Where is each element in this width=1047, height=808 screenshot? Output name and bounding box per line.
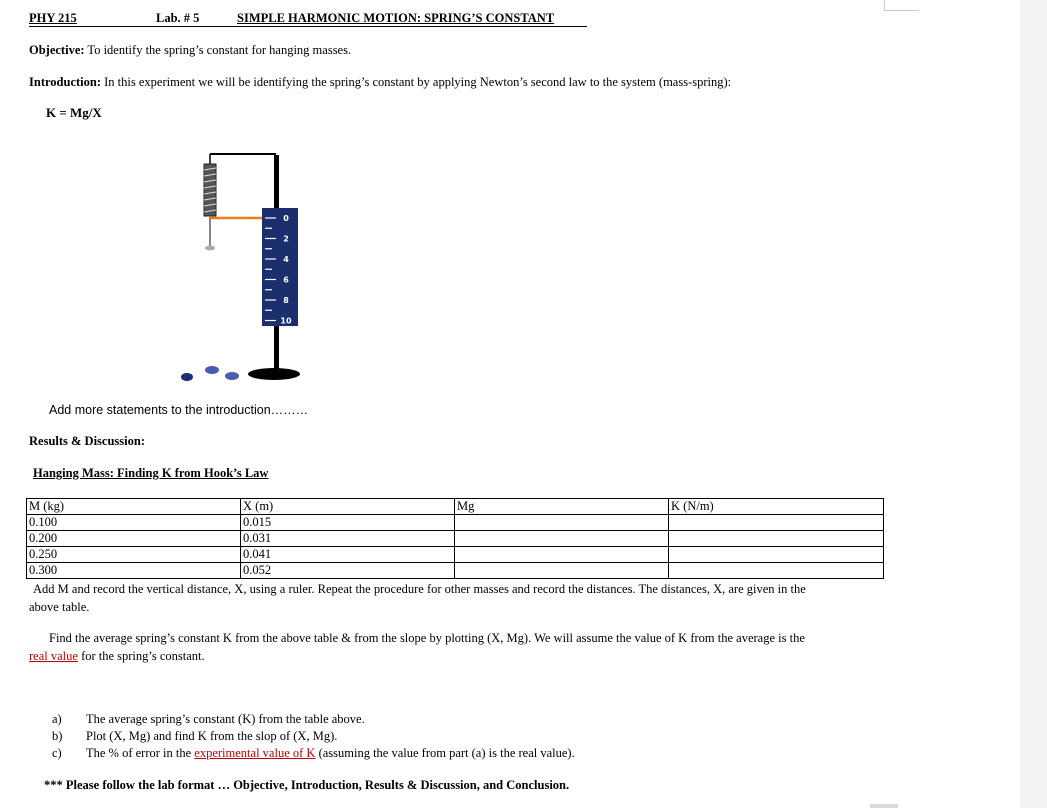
weight-disc xyxy=(181,373,193,381)
average-paragraph-line: Find the average spring’s constant K from the above table & from the slope by plotting (X, Mg). We will assume the value of K from the average is the xyxy=(49,631,805,645)
task-text-rest: (assuming the value from part (a) is the real value). xyxy=(315,746,575,760)
vertical-scrollbar[interactable] xyxy=(1020,0,1047,808)
introduction-paragraph xyxy=(29,75,731,90)
column-header: K (N/m) xyxy=(669,499,884,515)
task-text: Plot (X, Mg) and find K from the slop of (X, Mg). xyxy=(86,729,338,743)
table-cell: 0.250 xyxy=(27,547,241,563)
header-underline xyxy=(29,26,587,27)
page-bottom-marker xyxy=(870,804,898,808)
table-row xyxy=(27,563,884,579)
ruler-tick-label: 0 xyxy=(283,214,289,223)
table-cell: 0.041 xyxy=(241,547,455,563)
spring-coil xyxy=(204,164,216,216)
table-row xyxy=(27,531,884,547)
ruler-tick-label: 4 xyxy=(283,255,289,264)
table-cell: 0.052 xyxy=(241,563,455,579)
experimental-value-highlight: experimental value of K xyxy=(194,746,316,760)
introduction-label: Introduction: xyxy=(29,75,102,89)
objective-paragraph xyxy=(29,43,351,58)
weight-disc xyxy=(205,366,219,374)
table-cell xyxy=(669,515,884,531)
lab-title: SIMPLE HARMONIC MOTION: SPRING’S CONSTANT xyxy=(237,11,555,25)
table-cell: 0.100 xyxy=(27,515,241,531)
page-corner-marker xyxy=(884,0,919,11)
course-code: PHY 215 xyxy=(29,11,77,25)
column-header: Mg xyxy=(455,499,669,515)
spring-formula: K = Mg/X xyxy=(46,105,102,120)
instructions-line: above table. xyxy=(29,600,90,614)
task-text: The average spring’s constant (K) from the table above. xyxy=(86,712,365,726)
table-cell: 0.300 xyxy=(27,563,241,579)
data-table xyxy=(26,498,884,579)
lab-number: Lab. # 5 xyxy=(156,11,200,25)
ruler-tick-label: 2 xyxy=(283,234,289,244)
mass-hanger-base xyxy=(205,246,215,251)
column-header: X (m) xyxy=(241,499,455,515)
weight-disc xyxy=(225,372,239,380)
average-paragraph-line xyxy=(29,649,205,664)
table-row xyxy=(27,547,884,563)
table-cell: 0.200 xyxy=(27,531,241,547)
task-item-b xyxy=(52,729,337,744)
task-marker: b) xyxy=(52,729,63,743)
lab-format-note: *** Please follow the lab format … Objective, Introduction, Results & Discussion, and Conclusion. xyxy=(44,778,570,792)
table-cell xyxy=(455,563,669,579)
stand-base xyxy=(248,368,300,380)
task-marker: a) xyxy=(52,712,62,726)
ruler-tick-label: 10 xyxy=(280,316,292,326)
introduction-more: Add more statements to the introduction……… xyxy=(49,403,309,417)
ruler-tick-label: 8 xyxy=(283,296,289,305)
task-text: The % of error in the xyxy=(86,746,195,760)
ruler-tick-label: 6 xyxy=(283,275,289,285)
table-cell xyxy=(455,515,669,531)
table-cell xyxy=(669,547,884,563)
table-cell xyxy=(455,531,669,547)
task-item-a xyxy=(52,712,365,727)
ruler xyxy=(262,208,298,326)
table-cell xyxy=(455,547,669,563)
column-header: M (kg) xyxy=(27,499,241,515)
results-heading: Results & Discussion: xyxy=(29,434,145,448)
objective-text: To identify the spring’s constant for hanging masses. xyxy=(84,43,352,57)
average-paragraph-rest: for the spring’s constant. xyxy=(77,649,205,663)
task-marker: c) xyxy=(52,746,62,760)
spring-apparatus-figure xyxy=(160,140,320,390)
table-header-row xyxy=(27,499,884,515)
introduction-text: In this experiment we will be identifying the spring’s constant by applying Newton’s second law to the system (mass-spring): xyxy=(101,75,732,89)
table-cell xyxy=(669,531,884,547)
table-row xyxy=(27,515,884,531)
table-cell: 0.031 xyxy=(241,531,455,547)
table-cell: 0.015 xyxy=(241,515,455,531)
instructions-line: Add M and record the vertical distance, X, using a ruler. Repeat the procedure for other masses and record the distances. The distances, X, are given in the xyxy=(33,582,806,596)
objective-label: Objective: xyxy=(29,43,85,57)
table-cell xyxy=(669,563,884,579)
real-value-highlight: real value xyxy=(29,649,78,663)
task-item-c xyxy=(52,746,575,761)
results-subheading: Hanging Mass: Finding K from Hook’s Law xyxy=(33,466,269,480)
